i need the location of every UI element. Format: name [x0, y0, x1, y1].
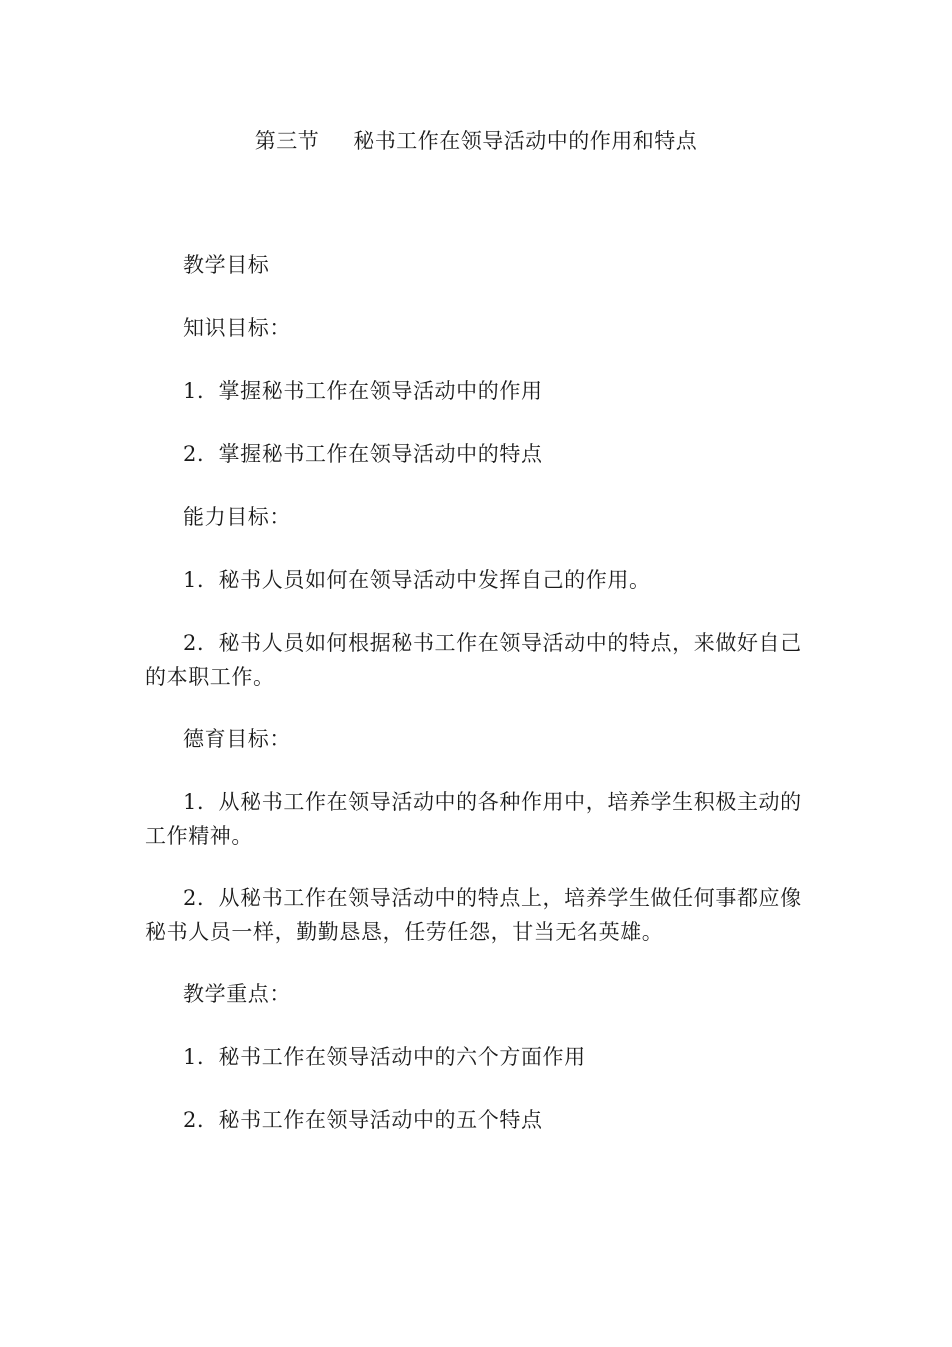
- paragraph-ability-goal-2: 2．秘书人员如何根据秘书工作在领导活动中的特点，来做好自己的本职工作。: [145, 631, 802, 689]
- title-text: 秘书工作在领导活动中的作用和特点: [353, 129, 698, 153]
- paragraph-knowledge-goals-heading: 知识目标：: [183, 316, 291, 340]
- document-body: [145, 248, 817, 1166]
- paragraph-teaching-goals: 教学目标: [183, 253, 270, 277]
- paragraph-key-point-2: 2．秘书工作在领导活动中的五个特点: [183, 1108, 543, 1132]
- paragraph-key-points-heading: 教学重点：: [183, 982, 291, 1006]
- paragraph-moral-goals-heading: 德育目标：: [183, 727, 291, 751]
- paragraph-moral-goal-1: 1．从秘书工作在领导活动中的各种作用中，培养学生积极主动的工作精神。: [145, 790, 802, 848]
- paragraph-key-point-1: 1．秘书工作在领导活动中的六个方面作用: [183, 1045, 586, 1069]
- page-title: [0, 124, 952, 158]
- paragraph-moral-goal-2: 2．从秘书工作在领导活动中的特点上，培养学生做任何事都应像秘书人员一样，勤勤恳恳，任劳任怨，甘当无名英雄。: [145, 886, 802, 944]
- title-section-label: 第三节: [254, 129, 320, 153]
- paragraph-knowledge-goal-2: 2．掌握秘书工作在领导活动中的特点: [183, 442, 543, 466]
- paragraph-ability-goals-heading: 能力目标：: [183, 505, 291, 529]
- paragraph-ability-goal-1: 1．秘书人员如何在领导活动中发挥自己的作用。: [183, 568, 651, 592]
- paragraph-knowledge-goal-1: 1．掌握秘书工作在领导活动中的作用: [183, 379, 543, 403]
